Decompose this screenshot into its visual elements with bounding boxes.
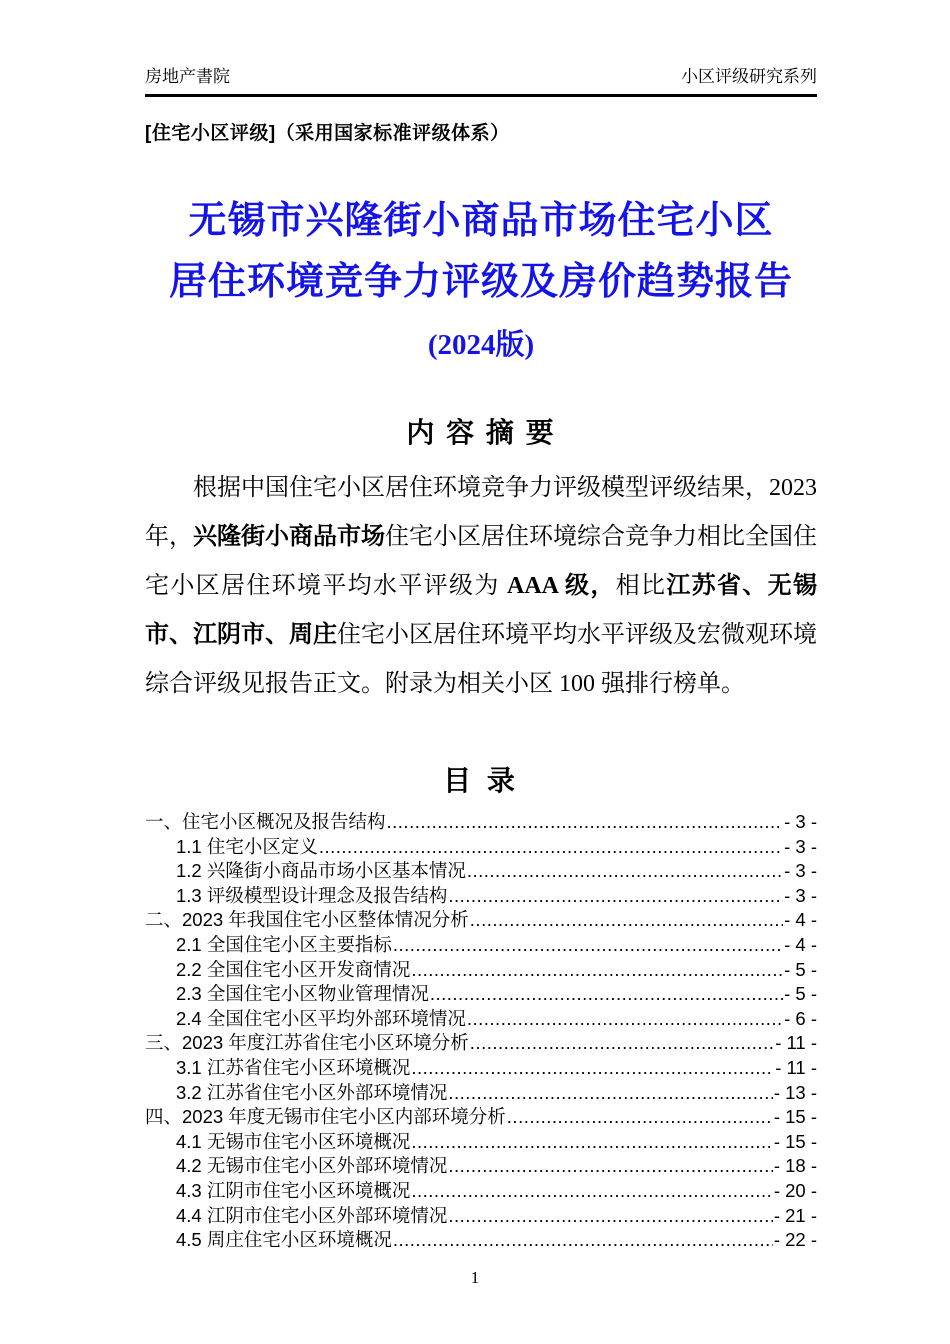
toc-item-label: 4.4 江阴市住宅小区外部环境情况 [176, 1204, 448, 1226]
toc-item[interactable] [145, 1154, 817, 1179]
toc-dots-leader [411, 1056, 774, 1081]
report-title-line-2: 居住环境竞争力评级及房价趋势报告 [168, 261, 793, 303]
toc-item[interactable] [145, 884, 817, 909]
toc-dots-leader [448, 1154, 772, 1179]
toc-item[interactable] [145, 1081, 817, 1106]
toc-page-number: - 3 - [784, 860, 817, 882]
toc-item[interactable] [145, 859, 817, 884]
abstract-heading: 内 容 摘 要 [406, 417, 556, 448]
toc-dots-leader [319, 835, 783, 860]
toc-page-number: - 15 - [773, 1106, 817, 1128]
toc-heading: 目 录 [443, 765, 519, 796]
toc-page-number: - 5 - [784, 983, 817, 1005]
abstract-text-run: 根据中国住宅小区居住环境竞争力评级模型评级结果，2023 年， [145, 475, 817, 550]
toc-page-number: - 15 - [773, 1130, 817, 1152]
toc-item-label: 1.3 评级模型设计理念及报告结构 [176, 884, 448, 906]
toc-page-number: - 6 - [784, 1007, 817, 1029]
toc-item-label: 1.2 兴隆街小商品市场小区基本情况 [176, 860, 466, 882]
toc-item[interactable] [145, 835, 817, 860]
toc-item-label: 2.3 全国住宅小区物业管理情况 [176, 983, 429, 1005]
toc-page-number: - 11 - [775, 1056, 817, 1078]
toc-item[interactable] [145, 810, 817, 835]
toc-dots-leader [507, 1105, 773, 1130]
toc-dots-leader [393, 933, 783, 958]
toc-item[interactable] [145, 933, 817, 958]
toc-item[interactable] [145, 1228, 817, 1253]
document-header [145, 62, 817, 97]
toc-item-label: 二、2023 年我国住宅小区整体情况分析 [145, 909, 469, 931]
toc-page-number: - 5 - [784, 958, 817, 980]
toc-page-number: - 11 - [775, 1032, 817, 1054]
toc-page-number: - 3 - [784, 884, 817, 906]
toc-item[interactable] [145, 1130, 817, 1155]
toc-item[interactable] [145, 1179, 817, 1204]
toc-dots-leader [470, 908, 783, 933]
report-title-block [145, 191, 817, 365]
toc-item[interactable] [145, 1105, 817, 1130]
toc-item-label: 三、2023 年度江苏省住宅小区环境分析 [145, 1032, 469, 1054]
toc-item-label: 四、2023 年度无锡市住宅小区内部环境分析 [145, 1106, 506, 1128]
abstract-text-run: 住宅小区居住环境平均水平评级及宏微观环境综合评级见报告正文。附录为相关小区 100 强排行榜单。 [145, 622, 817, 697]
header-left-text: 房地产書院 [145, 67, 230, 86]
toc-dots-leader [411, 958, 783, 983]
toc-page-number: - 18 - [773, 1155, 817, 1177]
toc-dots-leader [467, 859, 783, 884]
toc-dots-leader [470, 1031, 774, 1056]
toc-item-label: 3.1 江苏省住宅小区环境概况 [176, 1056, 411, 1078]
toc-page-number: - 4 - [784, 933, 817, 955]
toc-dots-leader [467, 1007, 783, 1032]
page-footer [0, 1268, 950, 1288]
page-number: 1 [470, 1268, 480, 1287]
toc-item[interactable] [145, 1007, 817, 1032]
toc-page-number: - 22 - [773, 1229, 817, 1251]
toc-list [145, 810, 817, 1253]
toc-dots-leader [411, 1130, 772, 1155]
toc-item-label: 4.1 无锡市住宅小区环境概况 [176, 1130, 411, 1152]
abstract-bold-run: 江苏省、无锡市、江阴市、周庄 [145, 573, 818, 648]
toc-dots-leader [430, 982, 783, 1007]
header-right-text: 小区评级研究系列 [681, 67, 817, 86]
toc-page-number: - 20 - [773, 1179, 817, 1201]
toc-dots-leader [387, 810, 784, 835]
toc-dots-leader [393, 1228, 773, 1253]
toc-dots-leader [448, 1081, 772, 1106]
toc-dots-leader [448, 1204, 772, 1229]
report-type-line: [住宅小区评级]（采用国家标准评级体系） [145, 123, 510, 144]
report-title-line-1: 无锡市兴隆街小商品市场住宅小区 [188, 200, 774, 242]
abstract-text-run: 住宅小区居住环境综合竞争力相比全国住宅小区居住环境平均水平评级为 [145, 524, 817, 599]
toc-item-label: 4.3 江阴市住宅小区环境概况 [176, 1179, 411, 1201]
report-title-edition: (2024版) [427, 329, 535, 361]
toc-item-label: 2.4 全国住宅小区平均外部环境情况 [176, 1007, 466, 1029]
toc-item-label: 2.2 全国住宅小区开发商情况 [176, 958, 411, 980]
toc-page-number: - 3 - [784, 811, 817, 832]
abstract-paragraph [145, 464, 817, 709]
toc-page-number: - 13 - [773, 1081, 817, 1103]
abstract-bold-run: 兴隆街小商品市场 [193, 524, 385, 550]
abstract-bold-run: AAA 级， [507, 573, 616, 599]
toc-item[interactable] [145, 958, 817, 983]
toc-item[interactable] [145, 908, 817, 933]
toc-dots-leader [411, 1179, 772, 1204]
toc-item-label: 2.1 全国住宅小区主要指标 [176, 933, 392, 955]
toc-page-number: - 21 - [773, 1204, 817, 1226]
toc-dots-leader [448, 884, 783, 909]
toc-item-label: 4.5 周庄住宅小区环境概况 [176, 1229, 392, 1251]
toc-item[interactable] [145, 1031, 817, 1056]
toc-item[interactable] [145, 1204, 817, 1229]
toc-item[interactable] [145, 982, 817, 1007]
toc-item[interactable] [145, 1056, 817, 1081]
toc-item-label: 4.2 无锡市住宅小区外部环境情况 [176, 1155, 448, 1177]
abstract-text-run: 相比 [615, 573, 667, 599]
toc-page-number: - 3 - [784, 835, 817, 857]
toc-page-number: - 4 - [784, 909, 817, 931]
toc-item-label: 1.1 住宅小区定义 [176, 835, 318, 857]
toc-item-label: 一、住宅小区概况及报告结构 [145, 811, 386, 832]
toc-item-label: 3.2 江苏省住宅小区外部环境情况 [176, 1081, 448, 1103]
